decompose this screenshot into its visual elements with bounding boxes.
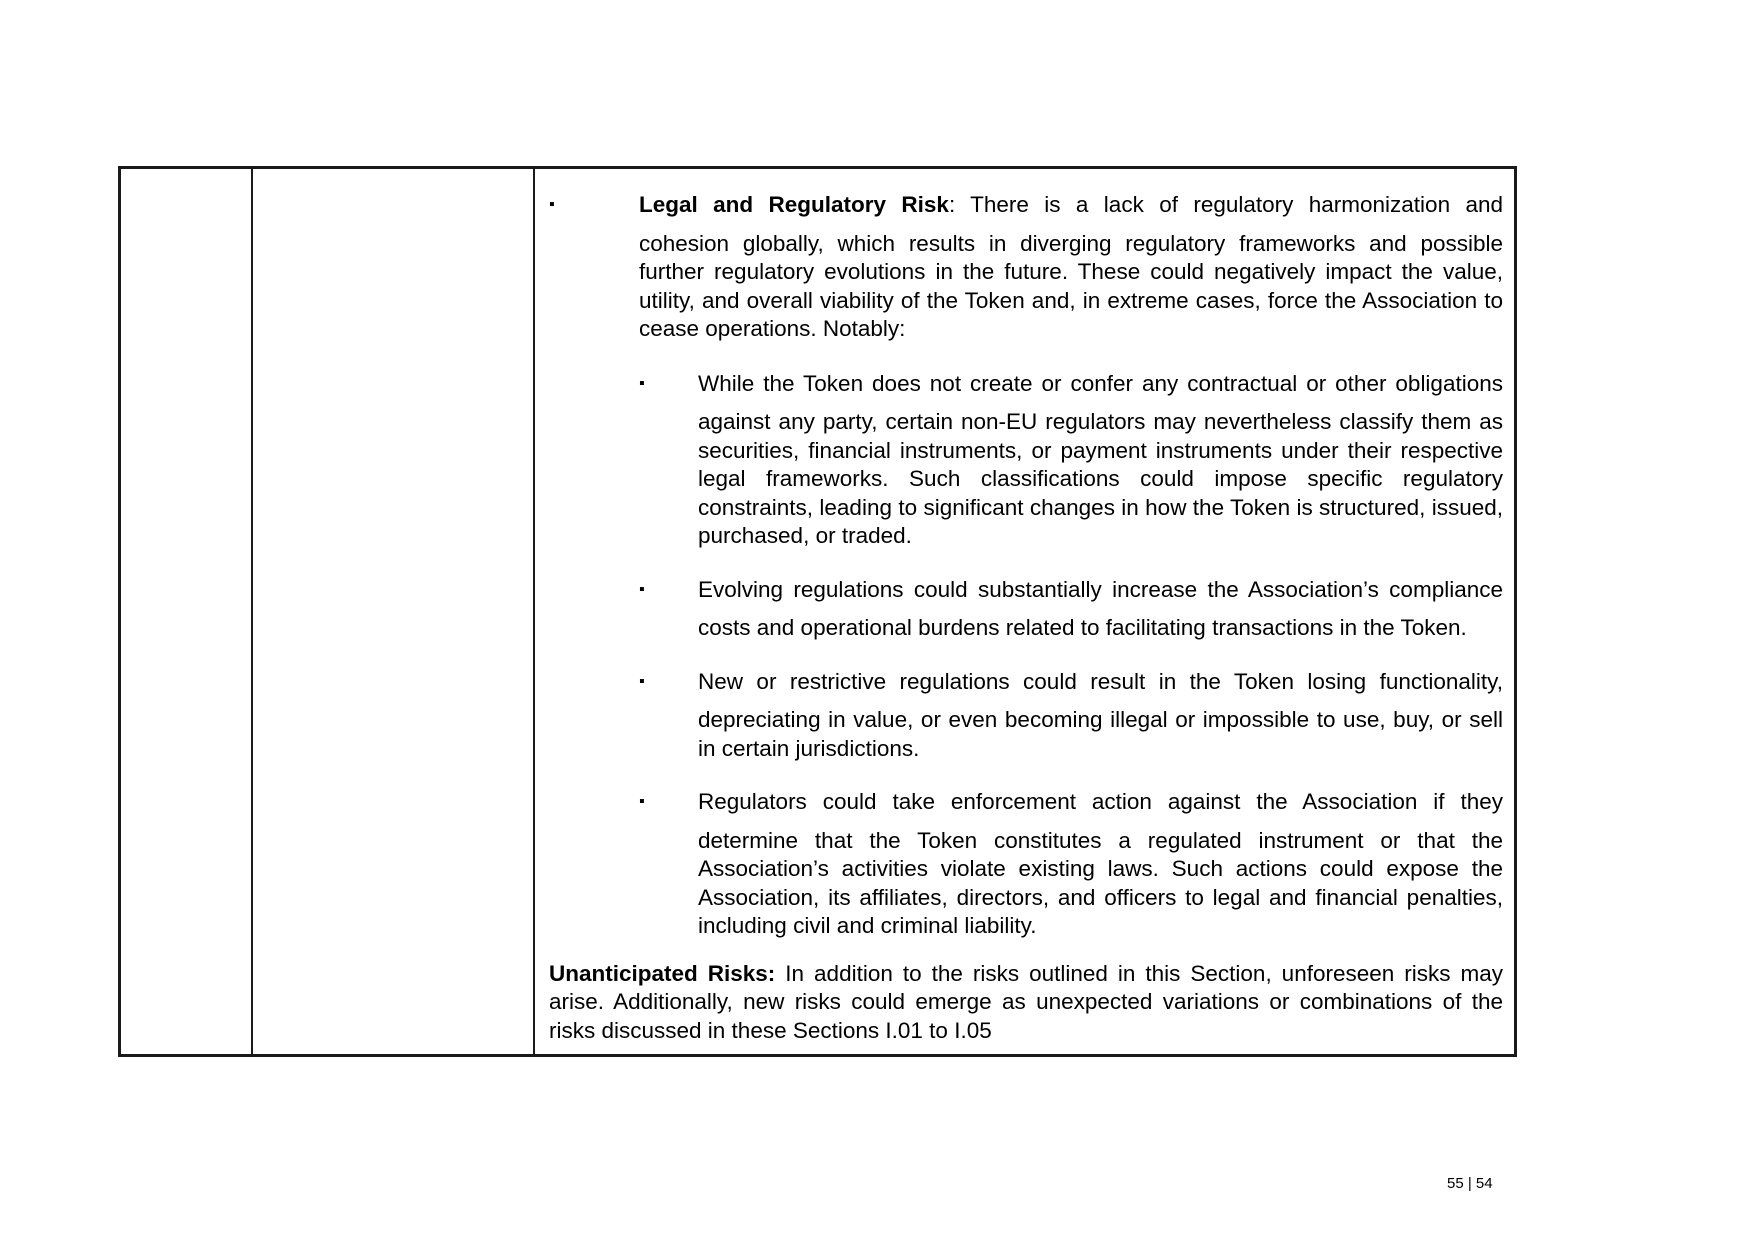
legal-regulatory-risk-item [549, 191, 1503, 941]
bullet-icon: ▪ [639, 672, 645, 690]
unanticipated-risks-paragraph [549, 960, 1503, 1046]
notable-risks-list [639, 370, 1503, 941]
bullet-icon: ▪ [639, 793, 645, 810]
unanticipated-risks-title: Unanticipated Risks: [549, 960, 776, 986]
risk-table [118, 166, 1517, 1057]
column-divider-2 [533, 169, 535, 1054]
bullet-icon: ▪ [639, 580, 645, 598]
list-item-text: depreciating in value, or even becoming illegal or impossible to use, buy, or sell in certain jurisdictions. [698, 707, 1503, 761]
list-item [639, 576, 1503, 643]
legal-regulatory-risk-body: cohesion globally, which results in diverging regulatory frameworks and possible further regulatory evolutions in the future. These could negatively impact the value, utility, and overall viability of the Token and, in extreme cases, force the Association to cease operations. Notably: [639, 230, 1503, 341]
page-number: 55 | 54 [1447, 1175, 1493, 1192]
legal-regulatory-risk-title-suffix: : There is a lack of regulatory harmonization and [948, 192, 1503, 217]
legal-regulatory-risk-heading [639, 191, 1503, 220]
list-item-first-line: Evolving regulations could substantially increase the Association’s compliance [698, 576, 1503, 602]
legal-regulatory-risk-title: Legal and Regulatory Risk [639, 192, 949, 217]
list-item [639, 370, 1503, 551]
column-divider-1 [251, 169, 253, 1054]
list-item-text: against any party, certain non-EU regulators may nevertheless classify them as securities, financial instruments, or payment instruments under their respective legal frameworks. Such classifications could impose specific regulatory constraints, leading to significant changes in how the Token is structured, issued, purchased, or traded. [698, 409, 1503, 548]
unanticipated-risks-body: In addition to the risks outlined in this Section, unforeseen risks may arise. Additionally, new risks could emerge as unexpected variations or combinations of the risks discussed in these Sections I.01 to I.05 [549, 960, 1503, 1043]
list-item-text: costs and operational burdens related to facilitating transactions in the Token. [698, 615, 1467, 640]
list-item-first-line: While the Token does not create or confer any contractual or other obligations [698, 370, 1503, 396]
list-item-text: determine that the Token constitutes a regulated instrument or that the Association’s activities violate existing laws. Such actions could expose the Association, its affiliates, directors, and officers to legal and financial penalties, including civil and criminal liability. [698, 827, 1503, 938]
bullet-icon: ▪ [549, 196, 555, 213]
risk-description-cell [549, 191, 1503, 1045]
bullet-icon: ▪ [639, 374, 645, 392]
list-item [639, 668, 1503, 764]
list-item [639, 788, 1503, 941]
list-item-first-line: Regulators could take enforcement action against the Association if they [698, 789, 1503, 814]
list-item-first-line: New or restrictive regulations could result in the Token losing functionality, [698, 668, 1503, 694]
